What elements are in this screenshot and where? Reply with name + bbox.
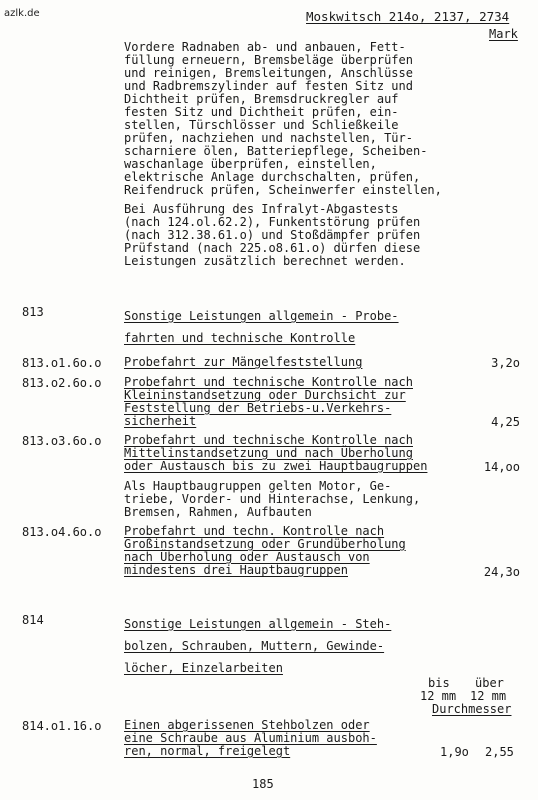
section-code: 814 bbox=[22, 613, 44, 627]
column-header-over: über bbox=[475, 676, 504, 690]
column-header-upto: bis bbox=[428, 676, 450, 690]
text-line: Mittelinstandsetzung und nach Überholung bbox=[124, 446, 413, 460]
text-line: stellen, Türschlösser und Schließkeile bbox=[124, 118, 399, 132]
text-line: Sonstige Leistungen allgemein - Steh- bbox=[124, 617, 392, 631]
text-line: Probefahrt und technische Kontrolle nach bbox=[124, 433, 413, 447]
item-value: 14,oo bbox=[483, 460, 520, 474]
page-number: 185 bbox=[252, 777, 274, 791]
text-line: elektrische Anlage durchschalten, prüfen, bbox=[124, 170, 421, 184]
text-line: prüfen, nachziehen und nachstellen, Tür- bbox=[124, 131, 413, 145]
text-line: Probefahrt zur Mängelfeststellung bbox=[124, 355, 363, 369]
column-header-upto-size: 12 mm bbox=[420, 689, 457, 703]
item-value: 24,3o bbox=[483, 565, 520, 579]
text-line: scharniere ölen, Batteriepflege, Scheiben- bbox=[124, 144, 428, 158]
text-line: und reinigen, Bremsleitungen, Anschlüsse bbox=[124, 66, 413, 80]
text-line: festen Sitz und Dichtheit prüfen, ein- bbox=[124, 105, 399, 119]
text-line: fahrten und technische Kontrolle bbox=[124, 331, 356, 345]
text-line: löcher, Einzelarbeiten bbox=[124, 661, 283, 675]
item-code: 814.o1.16.o bbox=[22, 719, 102, 733]
item-note bbox=[124, 480, 420, 519]
text-line: ren, normal, freigelegt bbox=[124, 744, 291, 758]
intro-paragraph bbox=[124, 41, 442, 197]
item-value-over: 2,55 bbox=[485, 745, 514, 759]
item-description bbox=[124, 719, 377, 758]
text-line: Bei Ausführung des Infralyt-Abgastests bbox=[124, 202, 399, 216]
text-line: Einen abgerissenen Stehbolzen oder bbox=[124, 718, 370, 732]
text-line: Prüfstand (nach 225.o8.61.o) dürfen diese bbox=[124, 241, 421, 255]
item-value: 4,25 bbox=[491, 415, 520, 429]
item-value: 3,2o bbox=[491, 356, 520, 370]
text-line: und Radbremszylinder auf festen Sitz und bbox=[124, 79, 413, 93]
text-line: waschanlage überprüfen, einstellen, bbox=[124, 157, 377, 171]
item-description bbox=[124, 434, 427, 473]
text-line: Probefahrt und technische Kontrolle nach bbox=[124, 375, 413, 389]
text-line: Probefahrt und techn. Kontrolle nach bbox=[124, 524, 385, 538]
item-code: 813.o1.6o.o bbox=[22, 356, 102, 370]
text-line: Großinstandsetzung oder Grundüberholung bbox=[124, 537, 406, 551]
column-label-mark: Mark bbox=[489, 27, 518, 41]
text-line: füllung erneuern, Bremsbeläge überprüfen bbox=[124, 53, 413, 67]
text-line: oder Austausch bis zu zwei Hauptbaugruppen bbox=[124, 459, 428, 473]
text-line: Kleininstandsetzung oder Durchsicht zur bbox=[124, 388, 406, 402]
item-code: 813.o4.6o.o bbox=[22, 525, 102, 539]
item-description bbox=[124, 376, 413, 428]
item-description bbox=[124, 525, 406, 577]
column-header-over-size: 12 mm bbox=[470, 689, 507, 703]
item-description bbox=[124, 356, 362, 369]
text-line: Vordere Radnaben ab- und anbauen, Fett- bbox=[124, 40, 406, 54]
section-title bbox=[124, 613, 391, 679]
watermark: azlk.de bbox=[4, 8, 40, 19]
item-code: 813.o3.6o.o bbox=[22, 434, 102, 448]
section-title bbox=[124, 305, 399, 349]
text-line: eine Schraube aus Aluminium ausboh- bbox=[124, 731, 377, 745]
text-line: nach Überholung oder Austausch von bbox=[124, 550, 370, 564]
text-line: bolzen, Schrauben, Muttern, Gewinde- bbox=[124, 639, 385, 653]
text-line: (nach 312.38.61.o) und Stoßdämpfer prüfen bbox=[124, 228, 421, 242]
text-line: Dichtheit prüfen, Bremsdruckregler auf bbox=[124, 92, 399, 106]
note-paragraph bbox=[124, 203, 420, 268]
item-code: 813.o2.6o.o bbox=[22, 376, 102, 390]
text-line: Als Hauptbaugruppen gelten Motor, Ge- bbox=[124, 479, 392, 493]
text-line: Feststellung der Betriebs-u.Verkehrs- bbox=[124, 401, 392, 415]
item-value-upto: 1,9o bbox=[440, 745, 469, 759]
text-line: Bremsen, Rahmen, Aufbauten bbox=[124, 505, 312, 519]
text-line: Leistungen zusätzlich berechnet werden. bbox=[124, 254, 406, 268]
section-code: 813 bbox=[22, 305, 44, 319]
text-line: mindestens drei Hauptbaugruppen bbox=[124, 563, 348, 577]
column-header-diameter: Durchmesser bbox=[432, 702, 512, 716]
text-line: Reifendruck prüfen, Scheinwerfer einstellen, bbox=[124, 183, 442, 197]
text-line: triebe, Vorder- und Hinterachse, Lenkung, bbox=[124, 492, 421, 506]
text-line: Sonstige Leistungen allgemein - Probe- bbox=[124, 309, 399, 323]
text-line: (nach 124.ol.62.2), Funkentstörung prüfen bbox=[124, 215, 421, 229]
text-line: sicherheit bbox=[124, 414, 197, 428]
page-header-title: Moskwitsch 214o, 2137, 2734 bbox=[306, 9, 510, 24]
